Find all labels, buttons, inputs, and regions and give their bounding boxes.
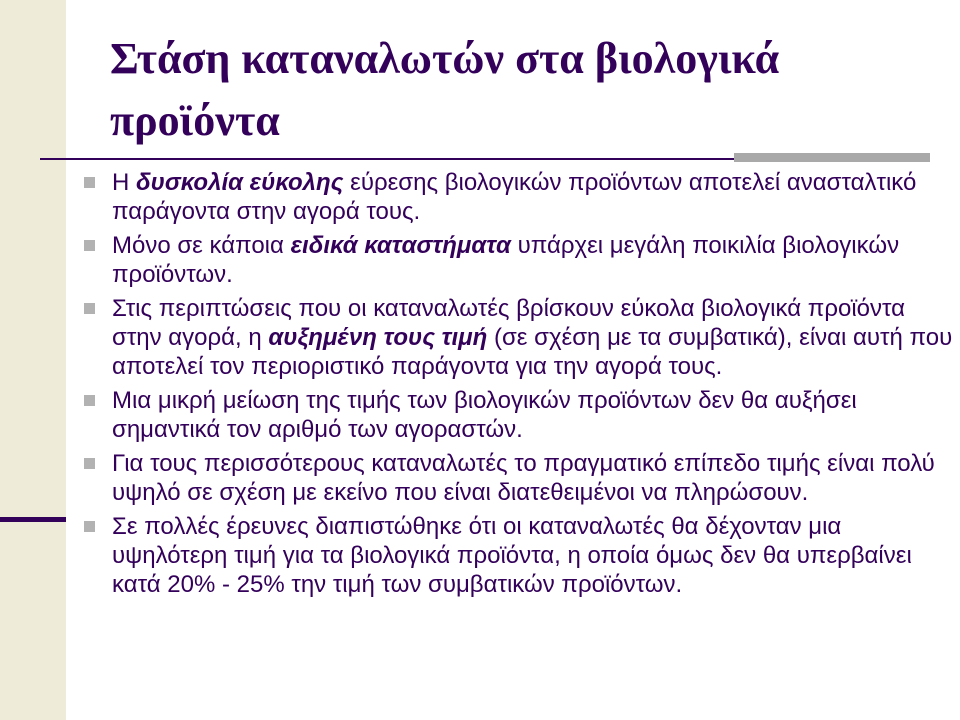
bullet-item-2 [80, 231, 960, 289]
bullet-1-text-before: Η [112, 169, 136, 196]
bullet-3-emphasis: αυξημένη τους τιμή [268, 324, 488, 351]
left-accent-bar [0, 517, 66, 522]
slide-title: Στάση καταναλωτών στα βιολογικά προϊόντα [110, 34, 780, 145]
bullet-2-text-after: υπάρχει μεγάλη ποικιλία βιολογικών προϊόντων. [112, 232, 900, 288]
bullet-item-3 [80, 294, 960, 381]
bullet-4-text: Μια μικρή μείωση της τιμής των βιολογικών προϊόντων δεν θα αυξήσει σημαντικά τον αριθμό των αγοραστών. [112, 387, 857, 443]
bullet-item-1 [80, 168, 960, 226]
square-bullet-icon [84, 177, 95, 188]
square-bullet-icon [84, 240, 95, 251]
bullet-2-emphasis: ειδικά καταστήματα [290, 232, 511, 259]
square-bullet-icon [84, 521, 95, 532]
bullet-3-text-before: Στις περιπτώσεις που οι καταναλωτές βρίσκουν εύκολα βιολογικά προϊόντα στην αγορά, η [112, 295, 906, 351]
bullet-item-6 [80, 512, 960, 599]
bullet-6-text: Σε πολλές έρευνες διαπιστώθηκε ότι οι καταναλωτές θα δέχονταν μια υψηλότερη τιμή για τα βιολογικά προϊόντα, η οποία όμως δεν θα υπερβαίνει κατά 20% - 25% την τιμή των συμβατικών προϊόντων. [112, 513, 912, 598]
bullet-1-text-after: εύρεσης βιολογικών προϊόντων αποτελεί ανασταλτικό παράγοντα στην αγορά τους. [112, 169, 917, 225]
square-bullet-icon [84, 458, 95, 469]
bullet-list [80, 168, 960, 604]
bullet-5-text: Για τους περισσότερους καταναλωτές το πραγματικό επίπεδο τιμής είναι πολύ υψηλό σε σχέση με εκείνο που είναι διατεθειμένοι να πληρώσουν. [112, 450, 935, 506]
bullet-1-emphasis: δυσκολία εύκολης [136, 169, 344, 196]
bullet-2-text-before: Μόνο σε κάποια [112, 232, 291, 259]
bullet-item-4 [80, 386, 960, 444]
bullet-item-5 [80, 449, 960, 507]
square-bullet-icon [84, 395, 95, 406]
bullet-3-text-after: (σε σχέση με τα συμβατικά), είναι αυτή που αποτελεί τον περιοριστικό παράγοντα για την αγορά τους. [112, 324, 953, 380]
left-decorative-band [0, 0, 66, 720]
title-divider-block [734, 153, 930, 162]
square-bullet-icon [84, 303, 95, 314]
